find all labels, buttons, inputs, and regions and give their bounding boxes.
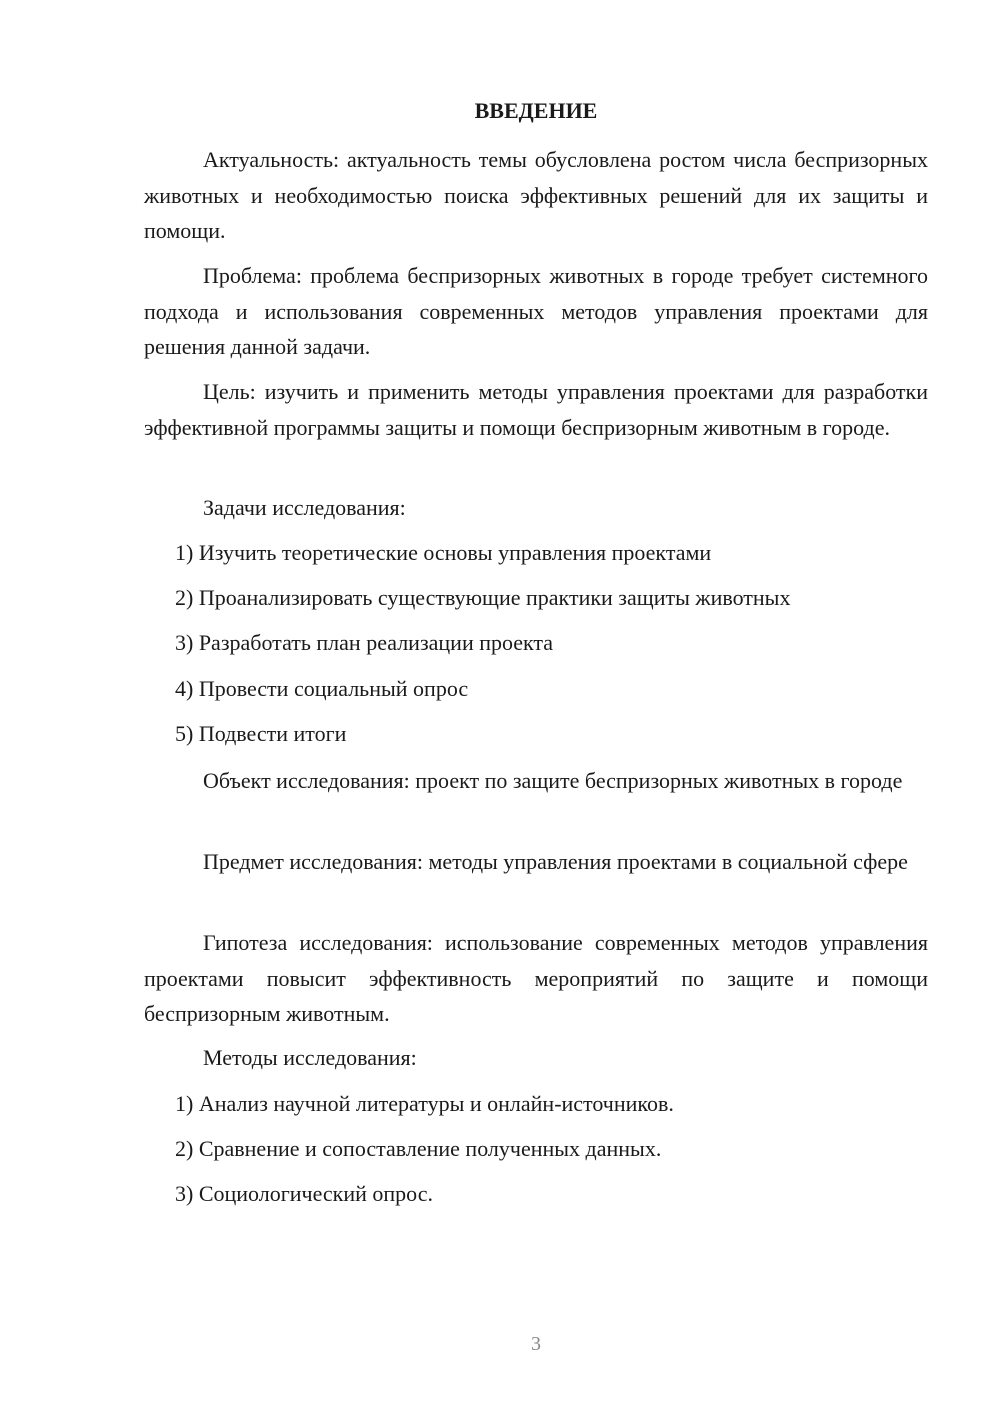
task-item: 2) Проанализировать существующие практики защиты животных	[175, 585, 791, 610]
section-title: ВВЕДЕНИЕ	[474, 98, 598, 123]
method-item: 3) Социологический опрос.	[175, 1181, 433, 1206]
task-item: 1) Изучить теоретические основы управления проектами	[175, 540, 712, 565]
problem-paragraph: Проблема: проблема беспризорных животных в городе требует системного подхода и использования современных методов управления проектами для решения данной задачи.	[144, 263, 928, 359]
subject-paragraph: Предмет исследования: методы управления проектами в социальной сфере	[203, 849, 908, 874]
object-paragraph: Объект исследования: проект по защите беспризорных животных в городе	[203, 768, 903, 793]
goal-paragraph: Цель: изучить и применить методы управления проектами для разработки эффективной программы защиты и помощи беспризорным животным в городе.	[144, 379, 928, 440]
page-number: 3	[531, 1333, 541, 1355]
task-item: 5) Подвести итоги	[175, 721, 347, 746]
relevance-paragraph: Актуальность: актуальность темы обусловлена ростом числа беспризорных животных и необходимостью поиска эффективных решений для их защиты и помощи.	[144, 147, 928, 243]
hypothesis-paragraph: Гипотеза исследования: использование современных методов управления проектами повысит эффективность мероприятий по защите и помощи беспризорным животным.	[144, 930, 928, 1026]
task-item: 4) Провести социальный опрос	[175, 676, 469, 701]
methods-heading: Методы исследования:	[203, 1045, 417, 1070]
method-item: 2) Сравнение и сопоставление полученных данных.	[175, 1136, 662, 1161]
task-item: 3) Разработать план реализации проекта	[175, 630, 554, 655]
tasks-heading: Задачи исследования:	[203, 495, 406, 520]
method-item: 1) Анализ научной литературы и онлайн-источников.	[175, 1091, 674, 1116]
